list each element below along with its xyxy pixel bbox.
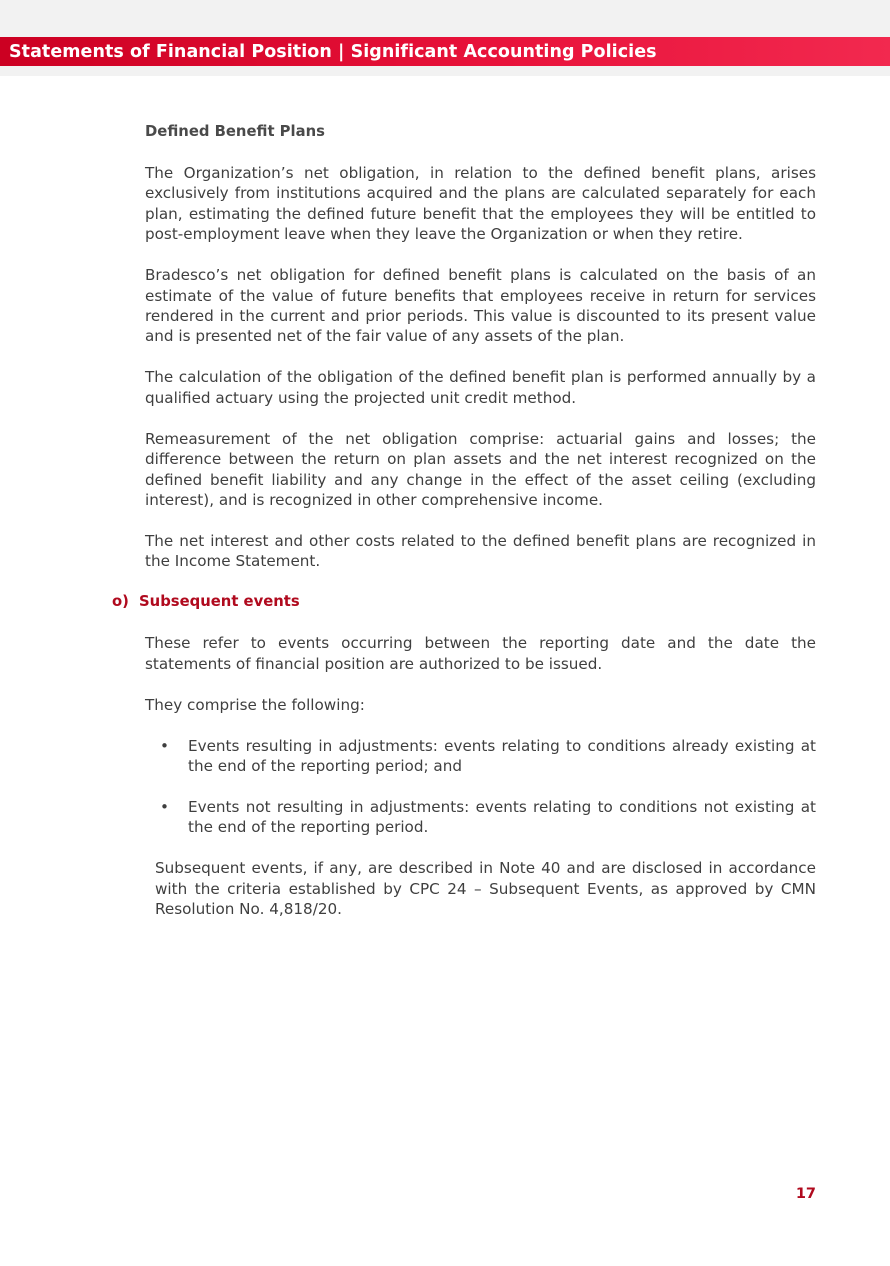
list-item-text: Events resulting in adjustments: events relating to conditions already existing at the end of the reporting period; and (188, 736, 816, 776)
paragraph: Remeasurement of the net obligation comprise: actuarial gains and losses; the difference between the return on plan assets and the net interest recognized on the defined benefit liability and any change in the effect of the asset ceiling (excluding interest), and is recognized in other comprehensive income. (145, 429, 816, 510)
subheading-defined-benefit-plans: Defined Benefit Plans (145, 123, 325, 140)
closing-paragraph: Subsequent events, if any, are described in Note 40 and are disclosed in accordance with the criteria established by CPC 24 – Subsequent Events, as approved by CMN Resolution No. 4,818/20. (155, 859, 816, 919)
paragraph: These refer to events occurring between the reporting date and the date the statements of financial position are authorized to be issued. (145, 634, 816, 673)
paragraph: They comprise the following: (145, 695, 365, 714)
paragraph: The net interest and other costs related to the defined benefit plans are recognized in the Income Statement. (145, 532, 816, 571)
bullet-icon: • (160, 798, 169, 817)
section-letter: o) (112, 593, 129, 611)
section-heading-subsequent-events (112, 592, 783, 612)
bullet-list (145, 736, 816, 838)
list-item-text: Events not resulting in adjustments: events relating to conditions not existing at the end of the reporting period. (188, 798, 816, 837)
paragraph: The calculation of the obligation of the defined benefit plan is performed annually by a qualified actuary using the projected unit credit method. (145, 368, 816, 407)
header-title: Statements of Financial Position | Significant Accounting Policies (9, 42, 657, 62)
page-content (112, 122, 816, 920)
list-item (145, 797, 816, 838)
page-number: 17 (795, 1186, 816, 1202)
paragraph: The Organization’s net obligation, in relation to the defined benefit plans, arises exclusively from institutions acquired and the plans are calculated separately for each plan, estimating the defined future benefit that the employees they will be entitled to post-employment leave when they leave the Organization or when they retire. (145, 164, 816, 244)
list-item (145, 736, 816, 777)
section-title: Subsequent events (139, 593, 300, 611)
paragraph: Bradesco’s net obligation for defined benefit plans is calculated on the basis of an estimate of the value of future benefits that employees receive in return for services rendered in the current and prior periods. This value is discounted to its present value and is presented net of the fair value of any assets of the plan. (145, 266, 816, 346)
top-margin-bar (0, 0, 890, 37)
bullet-icon: • (160, 736, 169, 755)
header-underbar (0, 66, 890, 76)
